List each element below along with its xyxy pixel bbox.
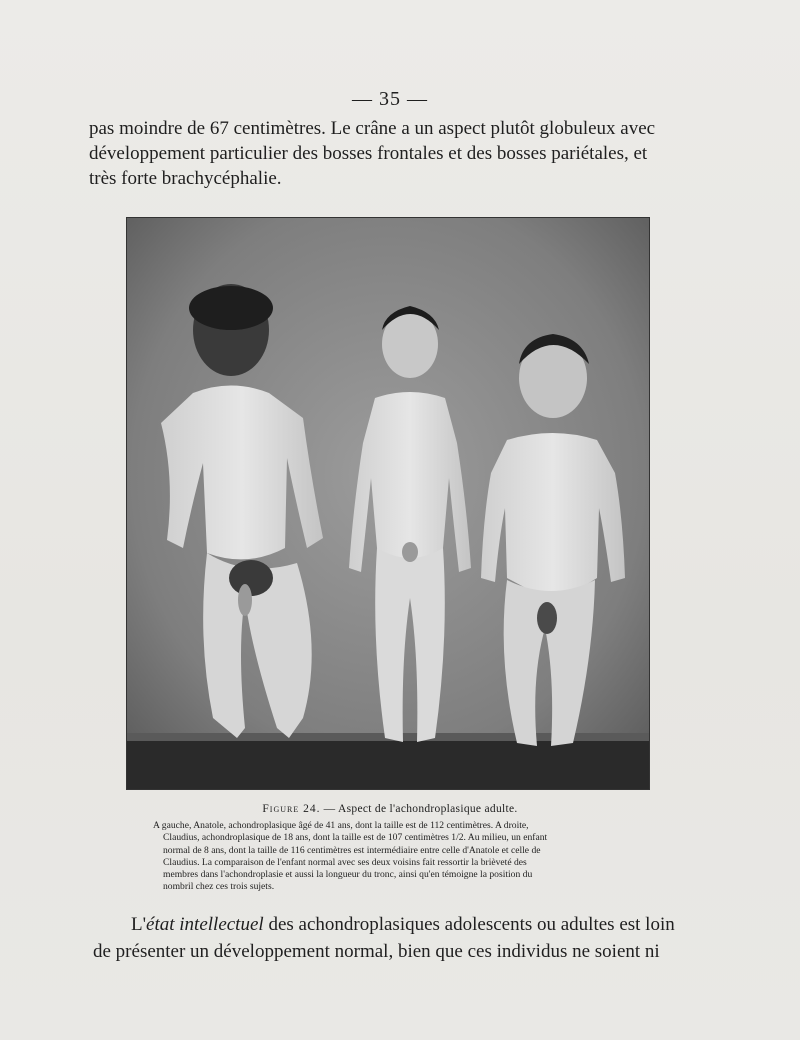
caption-line-4: Claudius. La comparaison de l'enfant normal avec ses deux voisins fait ressortir la brièveté des	[163, 856, 527, 868]
bottom-paragraph-line-2: de présenter un développement normal, bien que ces individus ne soient ni	[93, 941, 660, 962]
caption-line-1: A gauche, Anatole, achondroplasique âgé de 41 ans, dont la taille est de 112 centimètres. A droite,	[153, 820, 529, 831]
bottom-paragraph-line-1	[93, 911, 693, 938]
figure-label: Figure 24.	[262, 803, 321, 815]
figure-caption-body	[153, 820, 631, 894]
line1-rest: des achondroplasiques adolescents ou adultes est loin	[263, 914, 675, 935]
page-number: — 35 —	[352, 88, 428, 110]
caption-line-6: nombril chez ces trois sujets.	[163, 881, 275, 893]
emphasis-etat-intellectuel: état intellectuel	[146, 914, 264, 935]
top-paragraph	[89, 116, 689, 191]
caption-line-5: membres dans l'achondroplasie et aussi la longueur du tronc, ainsi qu'en témoigne la position du	[163, 869, 533, 881]
caption-line-2: Claudius, achondroplasique de 18 ans, dont la taille est de 107 centimètres 1/2. Au milieu, un enfant	[163, 832, 548, 844]
photograph-three-subjects-illustration	[127, 218, 649, 789]
figure-title: — Aspect de l'achondroplasique adulte.	[320, 803, 518, 815]
bottom-paragraph	[93, 911, 693, 965]
lead-article: L'	[131, 914, 147, 935]
figure-photograph	[126, 217, 650, 790]
figure-caption-title	[0, 803, 780, 815]
top-paragraph-line-2: développement particulier des bosses frontales et des bosses pariétales, et	[89, 143, 648, 164]
caption-line-3: normal de 8 ans, dont la taille de 116 centimètres est intermédiaire entre celle d'Anatole et celle de	[163, 844, 541, 856]
top-paragraph-line-3: très forte brachycéphalie.	[89, 168, 282, 189]
top-paragraph-line-1: pas moindre de 67 centimètres. Le crâne a un aspect plutôt globuleux avec	[89, 118, 656, 139]
